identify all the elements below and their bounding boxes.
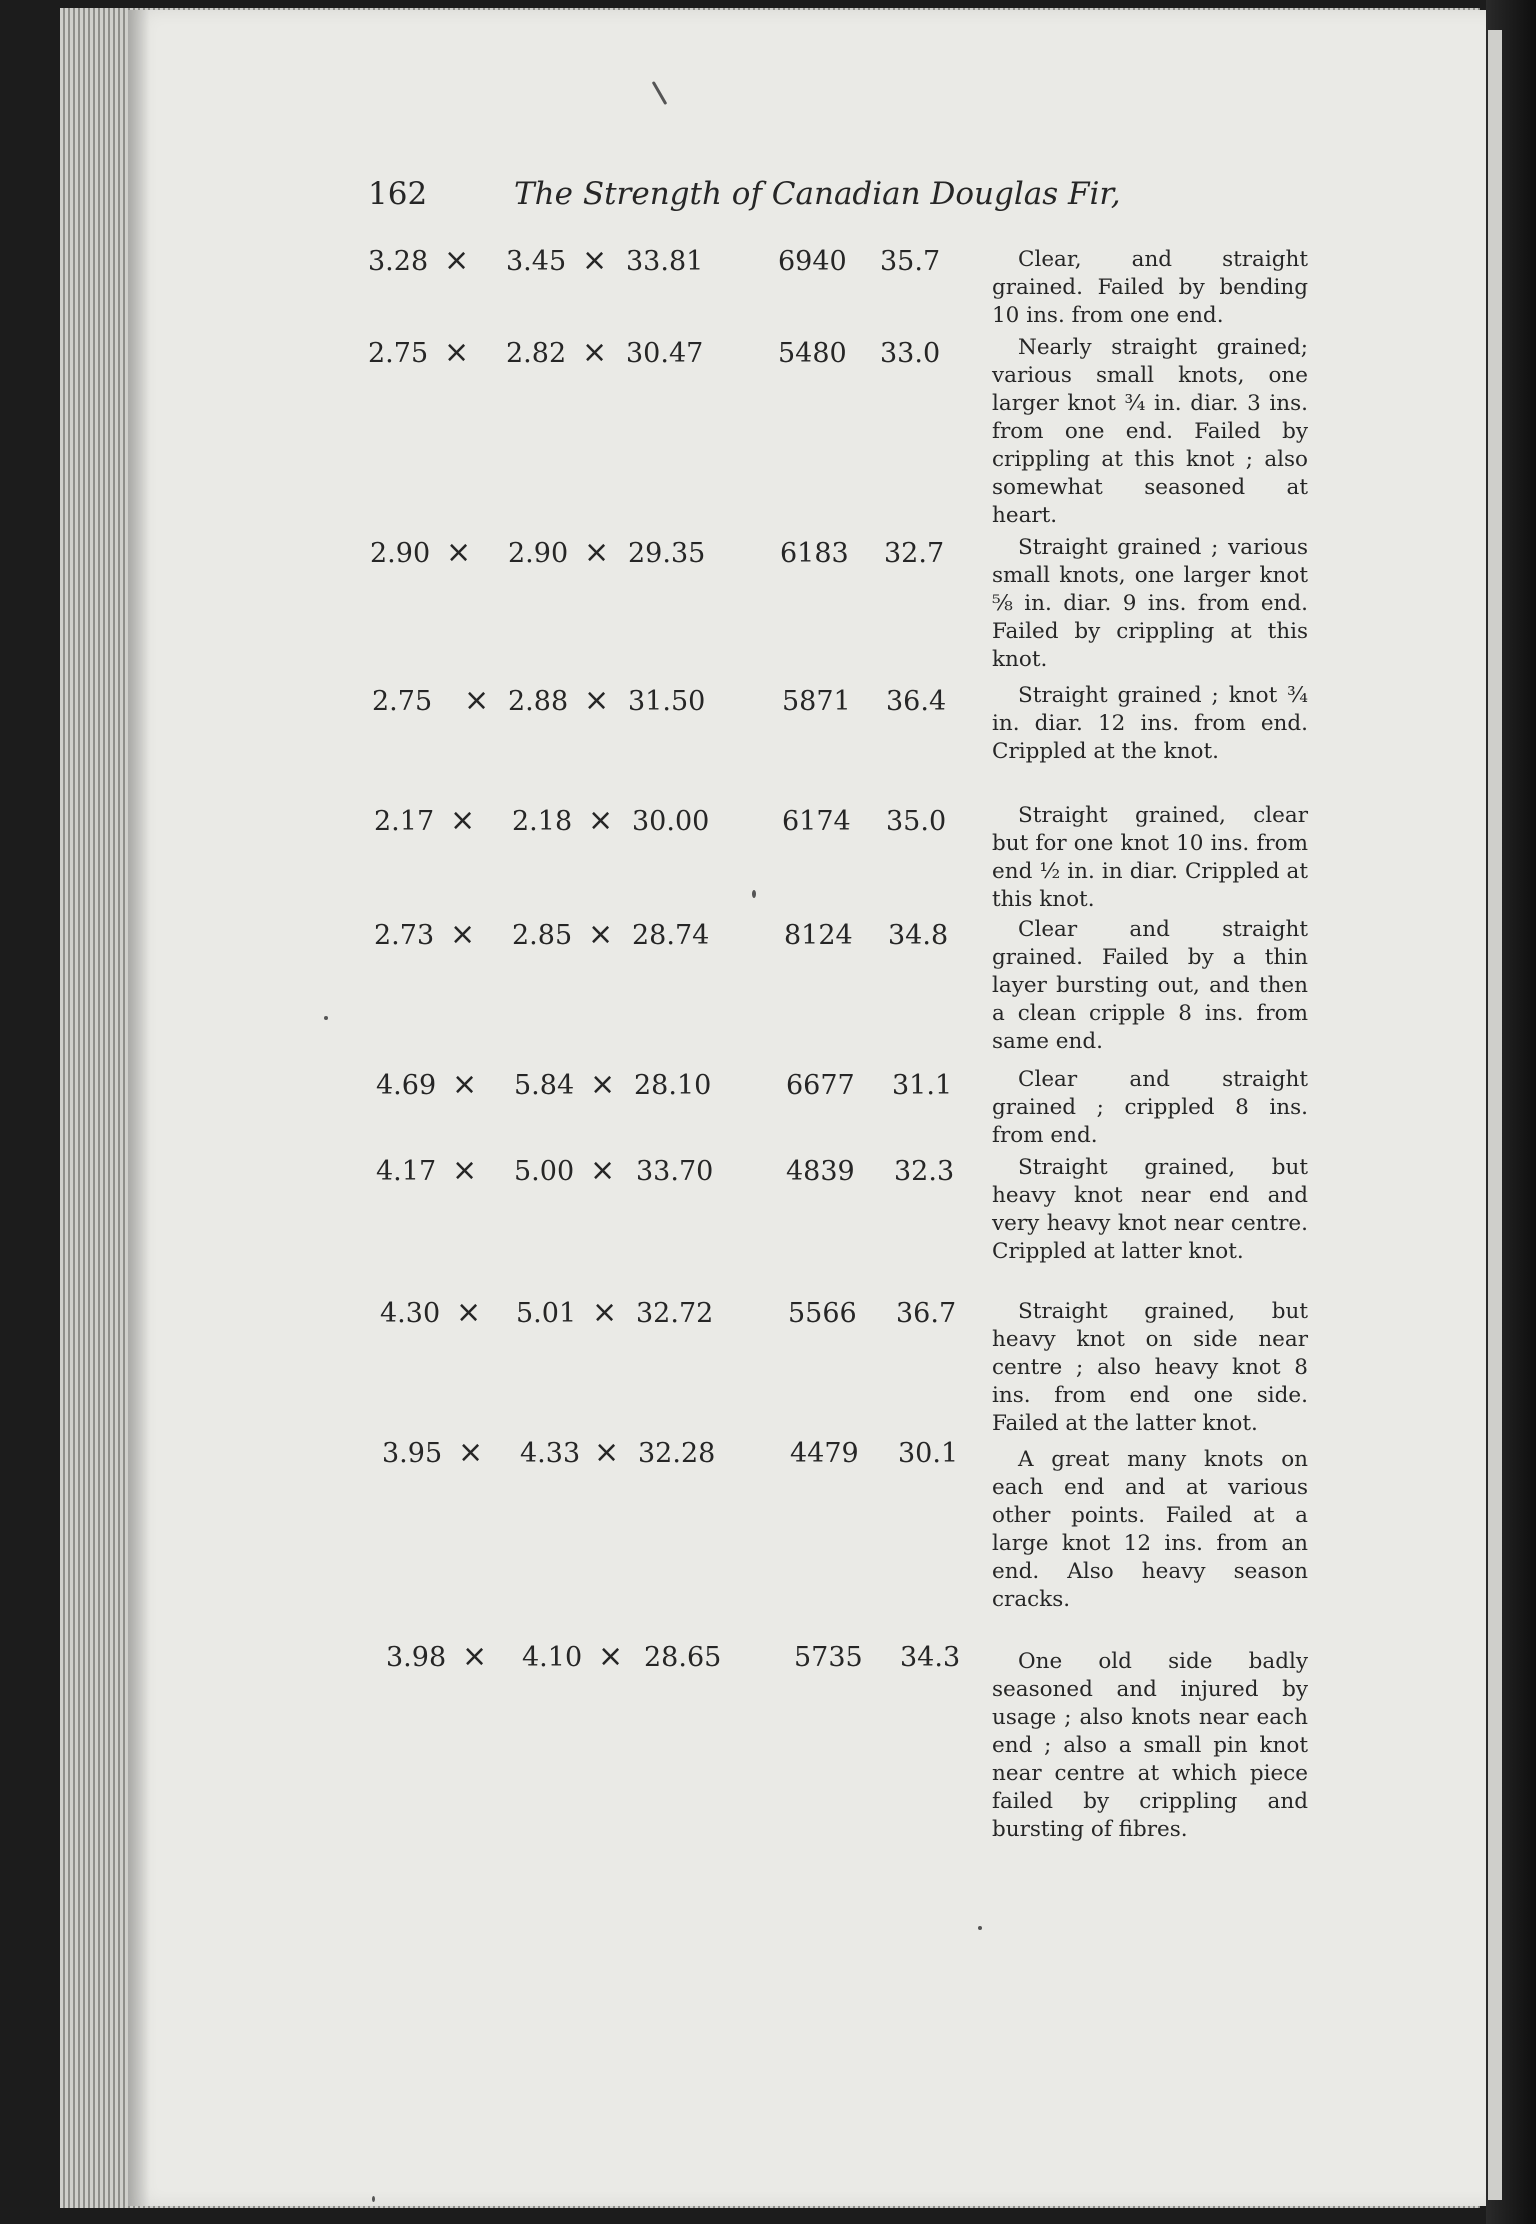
load-value: 8124 [784, 920, 853, 951]
remarks-text: Straight grained ; various small knots, one larger knot ⅝ in. diar. 9 ins. from end. Failed by crippling at this knot. [992, 535, 1308, 672]
remarks-text: Nearly straight grained; various small knots, one larger knot ¾ in. diar. 3 ins. from one end. Failed by crippling at this knot ; also somewhat seasoned at heart. [992, 335, 1308, 528]
times-sign: × [582, 243, 608, 278]
remarks-text: Straight grained, but heavy knot near end and very heavy knot near centre. Crippled at latter knot. [992, 1155, 1308, 1264]
length-value: 28.74 [632, 920, 710, 951]
remarks-text: Straight grained, clear but for one knot 10 ins. from end ½ in. in diar. Crippled at this knot. [992, 803, 1308, 912]
times-sign: × [590, 1153, 616, 1188]
page-number: 162 [368, 176, 428, 212]
ratio-value: 33.0 [880, 338, 941, 369]
gutter-shadow [128, 10, 150, 2206]
length-value: 32.72 [636, 1298, 714, 1329]
times-sign: × [594, 1435, 620, 1470]
dimension-2: 5.01 [516, 1298, 577, 1329]
dimension-1: 4.17 [376, 1156, 437, 1187]
times-sign: × [450, 803, 476, 838]
length-value: 31.50 [628, 686, 706, 717]
remarks-text: Clear, and straight grained. Failed by bending 10 ins. from one end. [992, 247, 1308, 328]
times-sign: × [598, 1639, 624, 1674]
ratio-value: 32.7 [884, 538, 945, 569]
ratio-value: 36.4 [886, 686, 947, 717]
dimension-2: 2.85 [512, 920, 573, 951]
dimension-1: 4.30 [380, 1298, 441, 1329]
times-sign: × [584, 683, 610, 718]
dimension-1: 3.28 [368, 246, 429, 277]
length-value: 33.70 [636, 1156, 714, 1187]
ratio-value: 32.3 [894, 1156, 955, 1187]
dimension-1: 3.95 [382, 1438, 443, 1469]
dimension-1: 2.75 [372, 686, 433, 717]
times-sign: × [462, 1639, 488, 1674]
dimension-2: 5.84 [514, 1070, 575, 1101]
ratio-value: 30.1 [898, 1438, 959, 1469]
remarks-text: A great many knots on each end and at various other points. Failed at a large knot 12 ins. from an end. Also heavy season cracks. [992, 1447, 1308, 1612]
length-value: 29.35 [628, 538, 706, 569]
length-value: 28.10 [634, 1070, 712, 1101]
ratio-value: 35.0 [886, 806, 947, 837]
times-sign: × [582, 335, 608, 370]
ratio-value: 34.8 [888, 920, 949, 951]
length-value: 28.65 [644, 1642, 722, 1673]
scan-speck [978, 1926, 982, 1930]
dimension-1: 2.90 [370, 538, 431, 569]
dimension-2: 3.45 [506, 246, 567, 277]
times-sign: × [590, 1067, 616, 1102]
times-sign: × [592, 1295, 618, 1330]
dimension-2: 2.18 [512, 806, 573, 837]
load-value: 6940 [778, 246, 847, 277]
load-value: 6174 [782, 806, 851, 837]
remarks-text: Straight grained, but heavy knot on side near centre ; also heavy knot 8 ins. from end one side. Failed at the latter knot. [992, 1299, 1308, 1436]
length-value: 30.47 [626, 338, 704, 369]
remarks-text: One old side badly seasoned and injured by usage ; also knots near each end ; also a small pin knot near centre at which piece failed by crippling and bursting of fibres. [992, 1649, 1308, 1842]
dimension-1: 3.98 [386, 1642, 447, 1673]
running-head: The Strength of Canadian Douglas Fir, [514, 176, 1121, 212]
ratio-value: 34.3 [900, 1642, 961, 1673]
dimension-2: 2.88 [508, 686, 569, 717]
scan-speck [372, 2196, 375, 2202]
dimension-2: 2.82 [506, 338, 567, 369]
remarks-text: Clear and straight grained. Failed by a thin layer bursting out, and then a clean cripple 8 ins. from same end. [992, 917, 1308, 1054]
remarks-text: Clear and straight grained ; crippled 8 ins. from end. [992, 1067, 1308, 1148]
times-sign: × [588, 803, 614, 838]
length-value: 33.81 [626, 246, 704, 277]
scan-speck [324, 1016, 328, 1020]
dimension-2: 5.00 [514, 1156, 575, 1187]
times-sign: × [450, 917, 476, 952]
load-value: 6677 [786, 1070, 855, 1101]
times-sign: × [452, 1067, 478, 1102]
times-sign: × [588, 917, 614, 952]
remarks-text: Straight grained ; knot ¾ in. diar. 12 ins. from end. Crippled at the knot. [992, 683, 1308, 764]
load-value: 5735 [794, 1642, 863, 1673]
load-value: 4479 [790, 1438, 859, 1469]
load-value: 6183 [780, 538, 849, 569]
load-value: 4839 [786, 1156, 855, 1187]
dimension-1: 2.73 [374, 920, 435, 951]
dimension-2: 2.90 [508, 538, 569, 569]
times-sign: × [444, 335, 470, 370]
dimension-1: 2.17 [374, 806, 435, 837]
length-value: 32.28 [638, 1438, 716, 1469]
times-sign: × [446, 535, 472, 570]
times-sign: × [464, 683, 490, 718]
ratio-value: 35.7 [880, 246, 941, 277]
load-value: 5566 [788, 1298, 857, 1329]
length-value: 30.00 [632, 806, 710, 837]
ratio-value: 31.1 [892, 1070, 953, 1101]
scan-speck [752, 890, 756, 898]
ratio-value: 36.7 [896, 1298, 957, 1329]
facing-page-edge [1488, 30, 1502, 2200]
times-sign: × [452, 1153, 478, 1188]
dimension-1: 2.75 [368, 338, 429, 369]
dimension-1: 4.69 [376, 1070, 437, 1101]
times-sign: × [458, 1435, 484, 1470]
dimension-2: 4.33 [520, 1438, 581, 1469]
load-value: 5871 [782, 686, 851, 717]
times-sign: × [444, 243, 470, 278]
load-value: 5480 [778, 338, 847, 369]
dimension-2: 4.10 [522, 1642, 583, 1673]
times-sign: × [456, 1295, 482, 1330]
times-sign: × [584, 535, 610, 570]
